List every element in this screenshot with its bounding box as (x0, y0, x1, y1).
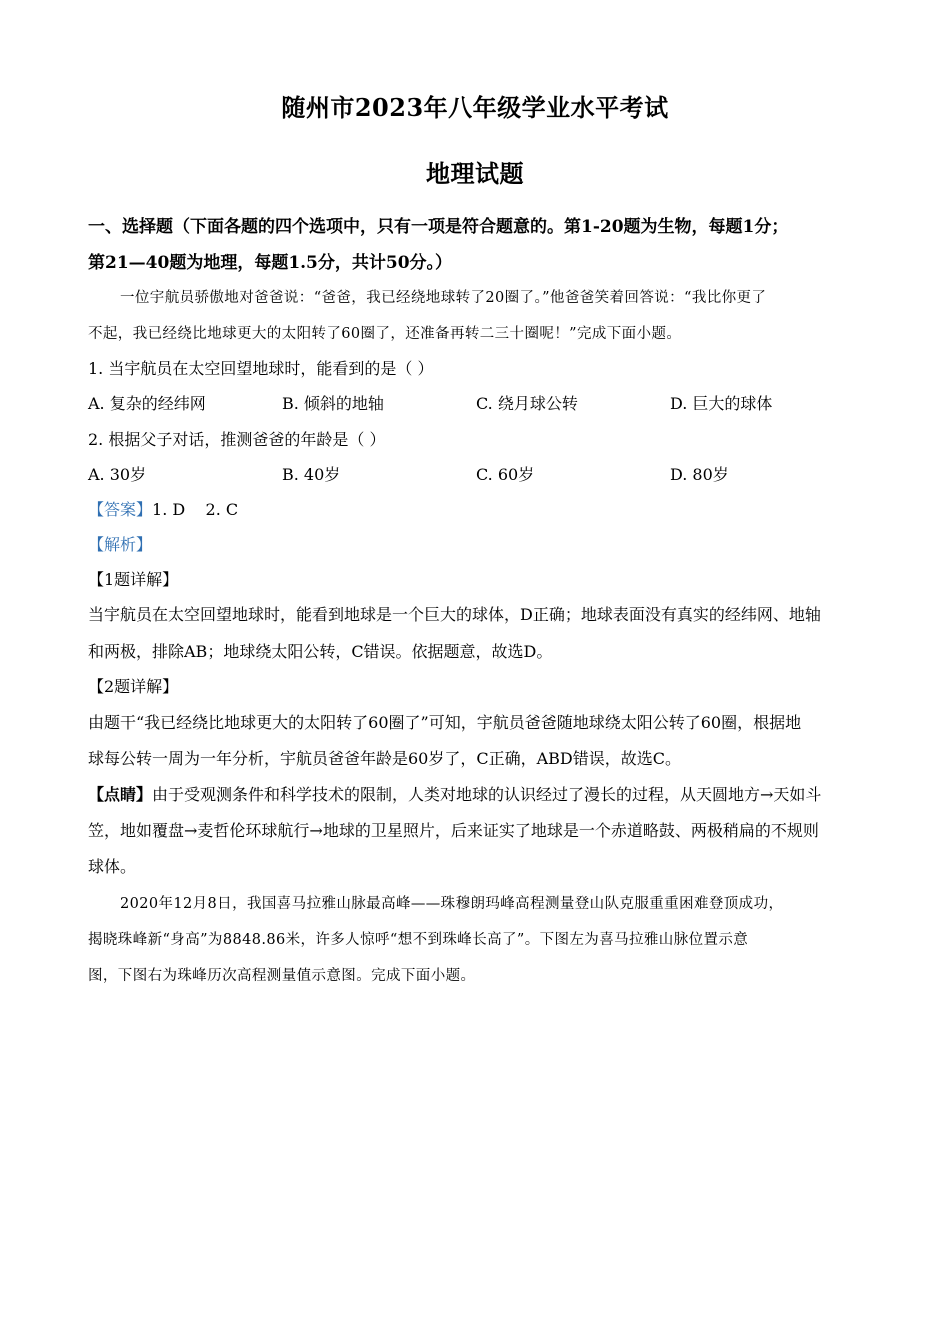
exam-title: 随州市2023年八年级学业水平考试 (281, 93, 669, 122)
detail-1-heading: 【1题详解】 (88, 570, 179, 589)
answer-text: 1. D 2. C (152, 500, 239, 519)
question-1-option-d: D. 巨大的球体 (670, 394, 773, 413)
detail-1-line-2: 和两极，排除AB；地球绕太阳公转，C错误。依据题意，故选D。 (88, 642, 553, 661)
detail-2-heading: 【2题详解】 (88, 677, 179, 696)
question-2-stem: 2. 根据父子对话，推测爸爸的年龄是（ ） (88, 430, 386, 449)
question-2-option-a: A. 30岁 (88, 465, 147, 484)
section-heading-line-1: 一、选择题（下面各题的四个选项中，只有一项是符合题意的。第1-20题为生物，每题1分； (88, 217, 789, 237)
tip-label: 【点睛】 (88, 785, 153, 804)
question-2-option-d: D. 80岁 (670, 465, 729, 484)
analysis-label: 【解析】 (88, 535, 153, 554)
passage1-line-2: 不起，我已经绕比地球更大的太阳转了60圈了，还准备再转二三十圈呢！”完成下面小题。 (88, 326, 682, 342)
exam-subtitle: 地理试题 (426, 159, 524, 188)
question-1-option-b: B. 倾斜的地轴 (282, 394, 384, 413)
detail-2-line-2: 球每公转一周为一年分析，宇航员爸爸年龄是60岁了，C正确，ABD错误，故选C。 (88, 749, 681, 768)
answer-label: 【答案】 (88, 500, 153, 519)
question-2-option-b: B. 40岁 (282, 465, 341, 484)
question-1-option-a: A. 复杂的经纬网 (88, 394, 206, 413)
tip-line-1 (88, 782, 821, 805)
passage2-line-2: 揭晓珠峰新“身高”为8848.86米，许多人惊呼“想不到珠峰长高了”。下图左为喜马拉雅山脉位置示意 (88, 932, 749, 948)
detail-1-line-1: 当宇航员在太空回望地球时，能看到地球是一个巨大的球体，D正确；地球表面没有真实的经纬网、地轴 (88, 605, 821, 624)
passage1-line-1: 一位宇航员骄傲地对爸爸说：“爸爸，我已经绕地球转了20圈了。”他爸爸笑着回答说：“我比你更了 (120, 290, 767, 306)
tip-line-3: 球体。 (88, 857, 137, 876)
answer-line (88, 497, 238, 520)
tip-line-2: 笠，地如覆盘→麦哲伦环球航行→地球的卫星照片，后来证实了地球是一个赤道略鼓、两极稍扁的不规则 (88, 821, 819, 840)
passage2-line-1: 2020年12月8日，我国喜马拉雅山脉最高峰——珠穆朗玛峰高程测量登山队克服重重困难登顶成功， (120, 896, 784, 912)
question-1-option-c: C. 绕月球公转 (476, 394, 578, 413)
section-heading-line-2: 第21—40题为地理，每题1.5分，共计50分。） (88, 253, 453, 273)
question-1-stem: 1. 当宇航员在太空回望地球时，能看到的是（ ） (88, 359, 434, 378)
detail-2-line-1: 由题干“我已经绕比地球更大的太阳转了60圈了”可知，宇航员爸爸随地球绕太阳公转了60圈，根据地 (88, 713, 802, 732)
tip-text-1: 由于受观测条件和科学技术的限制，人类对地球的认识经过了漫长的过程，从天圆地方→天如斗 (152, 785, 822, 804)
passage2-line-3: 图，下图右为珠峰历次高程测量值示意图。完成下面小题。 (88, 968, 476, 984)
question-2-option-c: C. 60岁 (476, 465, 535, 484)
